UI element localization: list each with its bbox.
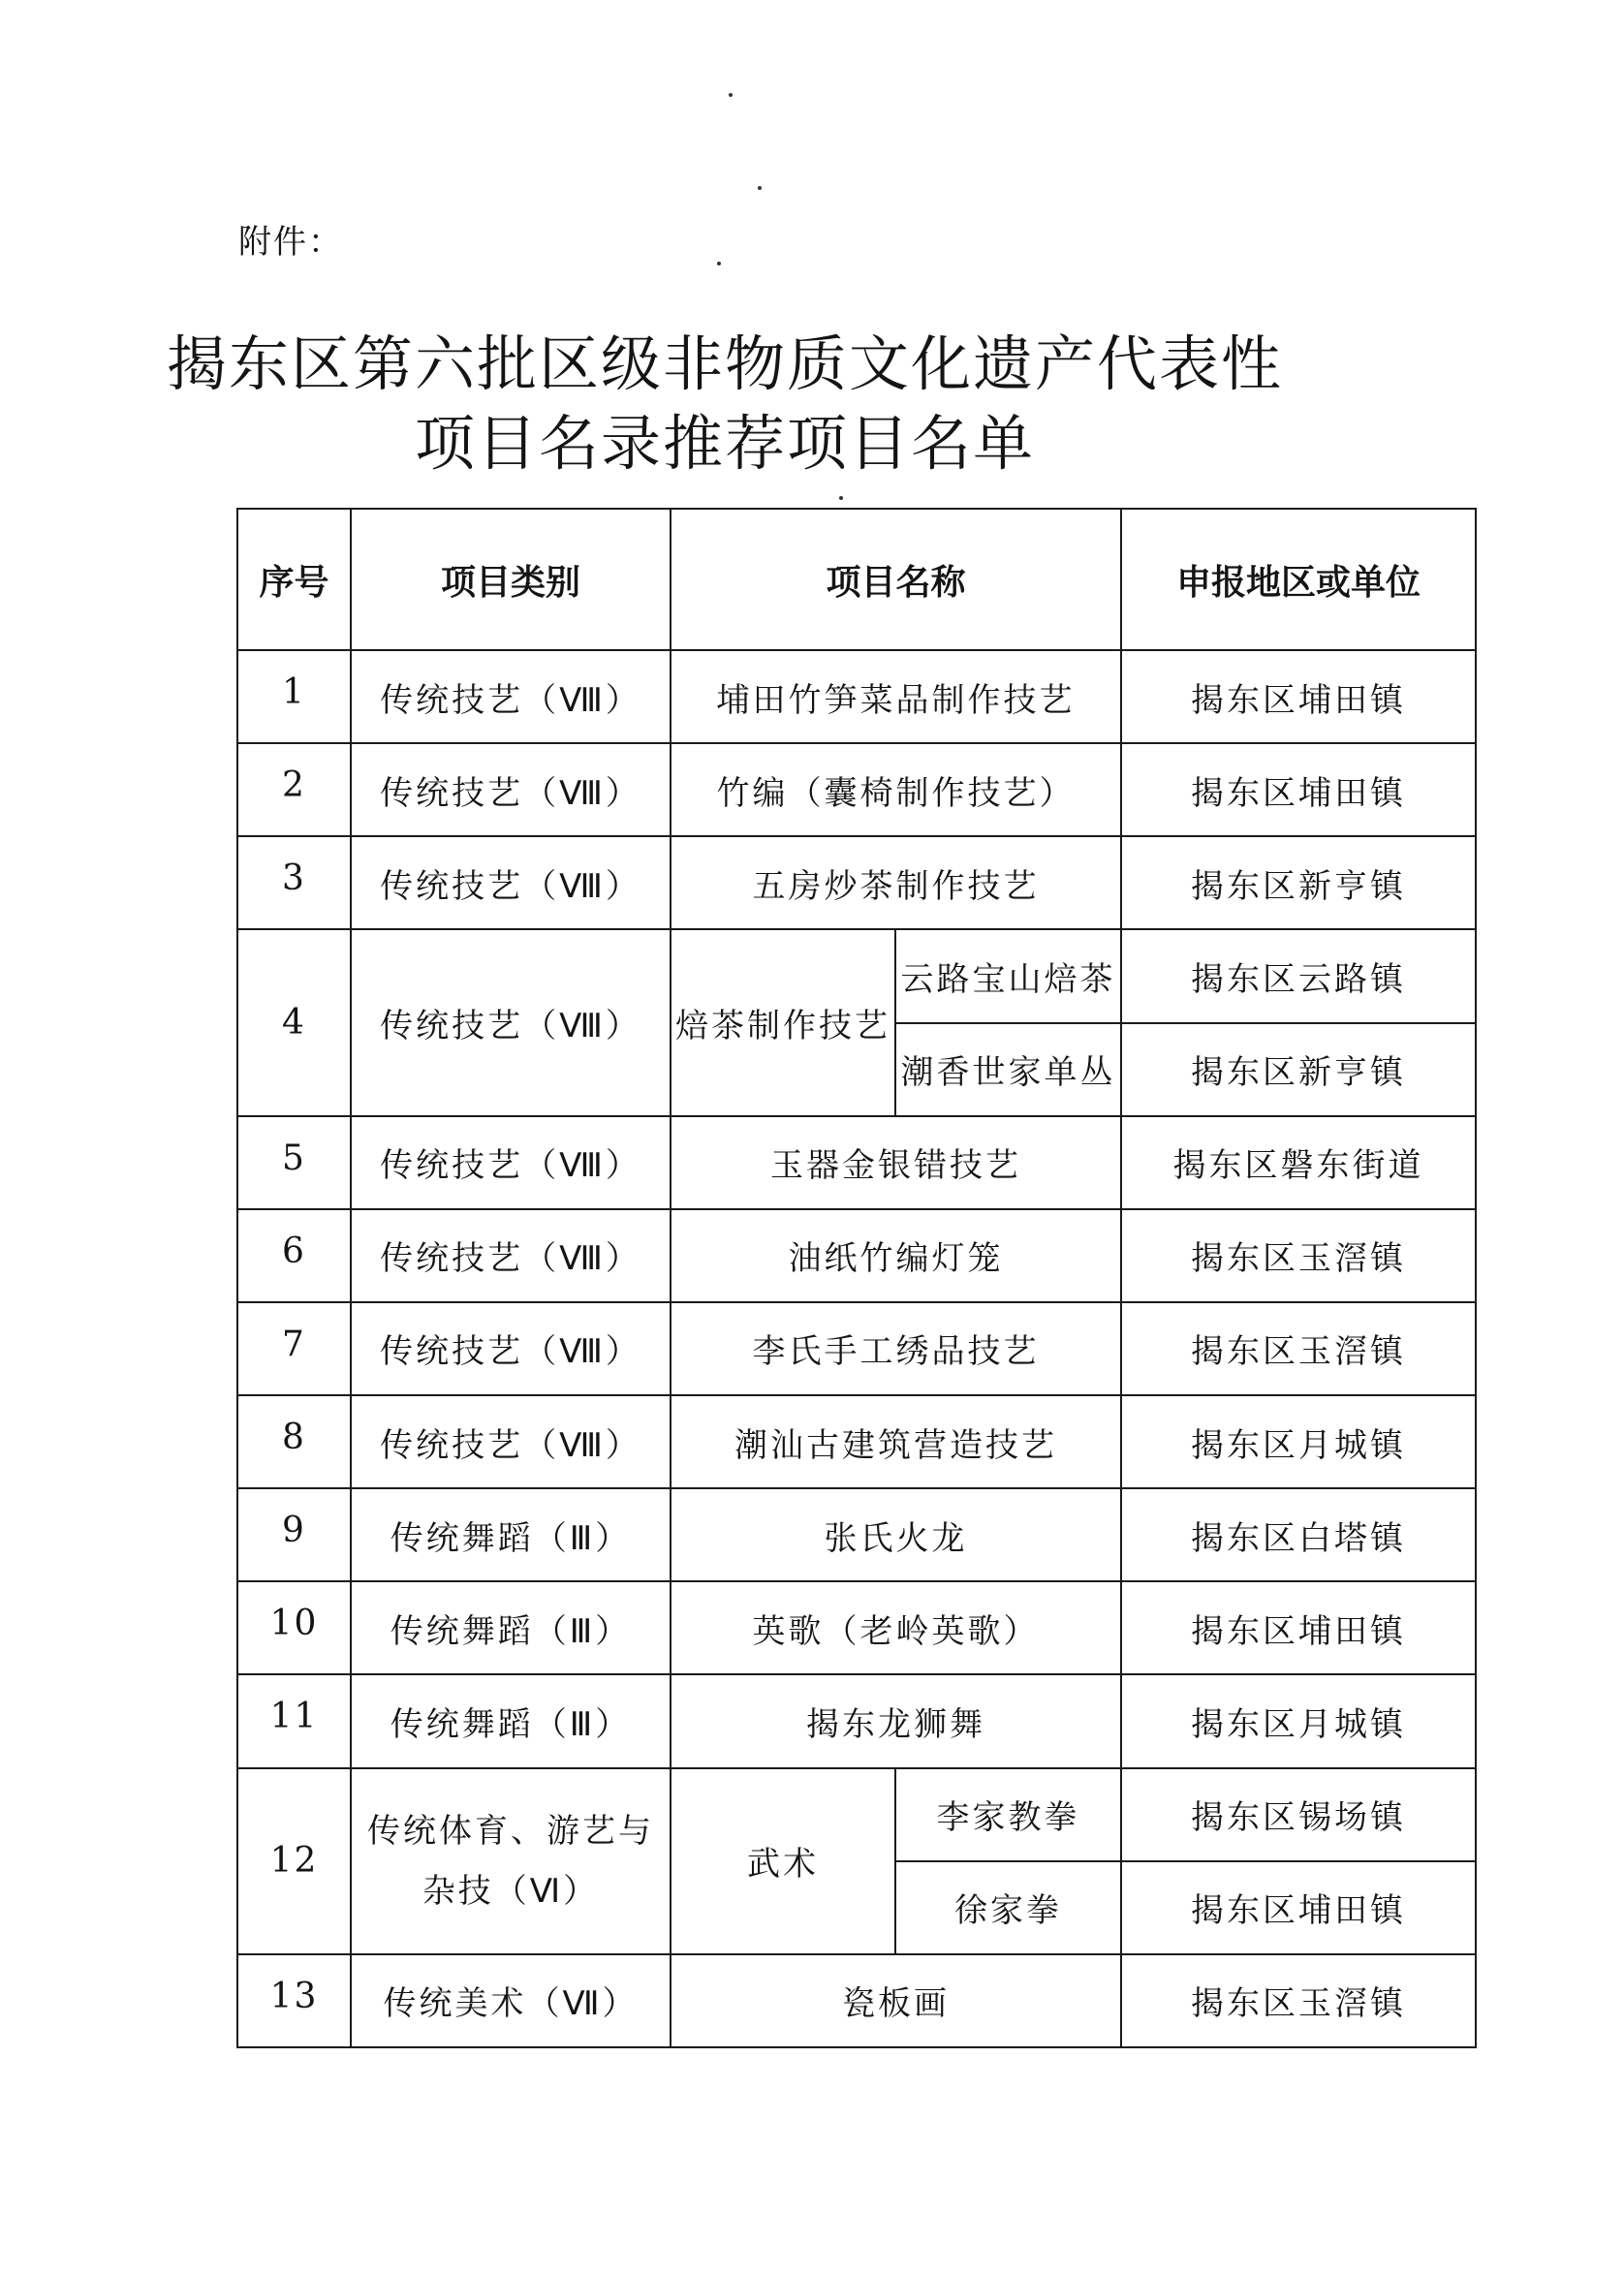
page-title-line2: 项目名录推荐项目名单 [414, 408, 1035, 479]
table-row [237, 1395, 1476, 1488]
row-category: 传统技艺（Ⅷ） [351, 650, 671, 743]
row-seq: 3 [237, 836, 351, 929]
row-sub-project-name: 云路宝山焙茶 [895, 929, 1121, 1022]
row-category: 传统技艺（Ⅷ） [351, 1209, 671, 1302]
table-row [237, 929, 1476, 1022]
table-row [237, 1581, 1476, 1674]
table-row [237, 743, 1476, 836]
attachment-label: 附件： [238, 223, 343, 262]
row-unit: 揭东区月城镇 [1121, 1674, 1476, 1767]
table-row [237, 1674, 1476, 1767]
row-category: 传统技艺（Ⅷ） [351, 836, 671, 929]
row-category: 传统舞蹈（Ⅲ） [351, 1488, 671, 1581]
row-project-name: 埔田竹笋菜品制作技艺 [671, 650, 1121, 743]
row-unit: 揭东区埔田镇 [1121, 1861, 1476, 1954]
row-seq: 4 [237, 929, 351, 1115]
row-sub-project-name: 徐家拳 [895, 1861, 1121, 1954]
row-category: 传统技艺（Ⅷ） [351, 1302, 671, 1395]
header-category: 项目类别 [351, 509, 671, 650]
table-row [237, 1116, 1476, 1209]
row-project-name: 李氏手工绣品技艺 [671, 1302, 1121, 1395]
row-unit: 揭东区埔田镇 [1121, 743, 1476, 836]
header-name: 项目名称 [671, 509, 1121, 650]
row-unit: 揭东区磐东街道 [1121, 1116, 1476, 1209]
table-header-row [237, 509, 1476, 650]
row-category: 传统技艺（Ⅷ） [351, 1116, 671, 1209]
row-category: 传统美术（Ⅶ） [351, 1954, 671, 2047]
scan-speck [717, 262, 721, 265]
table-row [237, 1488, 1476, 1581]
table-row [237, 836, 1476, 929]
table-row [237, 1768, 1476, 1861]
row-unit: 揭东区玉滘镇 [1121, 1209, 1476, 1302]
row-project-group-name: 武术 [671, 1768, 895, 1954]
row-seq: 8 [237, 1395, 351, 1488]
row-unit: 揭东区埔田镇 [1121, 1581, 1476, 1674]
row-project-name: 潮汕古建筑营造技艺 [671, 1395, 1121, 1488]
row-category: 传统舞蹈（Ⅲ） [351, 1581, 671, 1674]
scan-speck [839, 496, 843, 500]
row-seq: 2 [237, 743, 351, 836]
row-category: 传统技艺（Ⅷ） [351, 929, 671, 1115]
row-seq: 7 [237, 1302, 351, 1395]
header-unit: 申报地区或单位 [1121, 509, 1476, 650]
table-row [237, 1209, 1476, 1302]
table-row [237, 1302, 1476, 1395]
row-project-name: 瓷板画 [671, 1954, 1121, 2047]
row-unit: 揭东区新亨镇 [1121, 1023, 1476, 1116]
row-project-name: 张氏火龙 [671, 1488, 1121, 1581]
row-unit: 揭东区月城镇 [1121, 1395, 1476, 1488]
row-project-name: 揭东龙狮舞 [671, 1674, 1121, 1767]
row-project-group-name: 焙茶制作技艺 [671, 929, 895, 1115]
row-unit: 揭东区云路镇 [1121, 929, 1476, 1022]
row-seq: 10 [237, 1581, 351, 1674]
row-project-name: 五房炒茶制作技艺 [671, 836, 1121, 929]
row-category: 传统技艺（Ⅷ） [351, 743, 671, 836]
row-unit: 揭东区锡场镇 [1121, 1768, 1476, 1861]
row-seq: 11 [237, 1674, 351, 1767]
row-unit: 揭东区新亨镇 [1121, 836, 1476, 929]
row-sub-project-name: 潮香世家单丛 [895, 1023, 1121, 1116]
row-project-name: 玉器金银错技艺 [671, 1116, 1121, 1209]
row-unit: 揭东区玉滘镇 [1121, 1954, 1476, 2047]
row-seq: 12 [237, 1768, 351, 1954]
row-project-name: 英歌（老岭英歌） [671, 1581, 1121, 1674]
row-unit: 揭东区白塔镇 [1121, 1488, 1476, 1581]
row-category: 传统体育、游艺与杂技（Ⅵ） [351, 1768, 671, 1954]
page-title-line1: 揭东区第六批区级非物质文化遗产代表性 [166, 328, 1283, 399]
row-category: 传统舞蹈（Ⅲ） [351, 1674, 671, 1767]
row-seq: 1 [237, 650, 351, 743]
row-project-name: 竹编（囊椅制作技艺） [671, 743, 1121, 836]
row-seq: 9 [237, 1488, 351, 1581]
header-seq: 序号 [237, 509, 351, 650]
table-row [237, 1954, 1476, 2047]
scan-speck [758, 186, 762, 190]
row-category: 传统技艺（Ⅷ） [351, 1395, 671, 1488]
row-seq: 5 [237, 1116, 351, 1209]
row-unit: 揭东区埔田镇 [1121, 650, 1476, 743]
row-seq: 6 [237, 1209, 351, 1302]
row-project-name: 油纸竹编灯笼 [671, 1209, 1121, 1302]
row-seq: 13 [237, 1954, 351, 2047]
scan-speck [729, 93, 733, 97]
table-row [237, 650, 1476, 743]
row-unit: 揭东区玉滘镇 [1121, 1302, 1476, 1395]
row-sub-project-name: 李家教拳 [895, 1768, 1121, 1861]
project-table [236, 508, 1477, 2048]
